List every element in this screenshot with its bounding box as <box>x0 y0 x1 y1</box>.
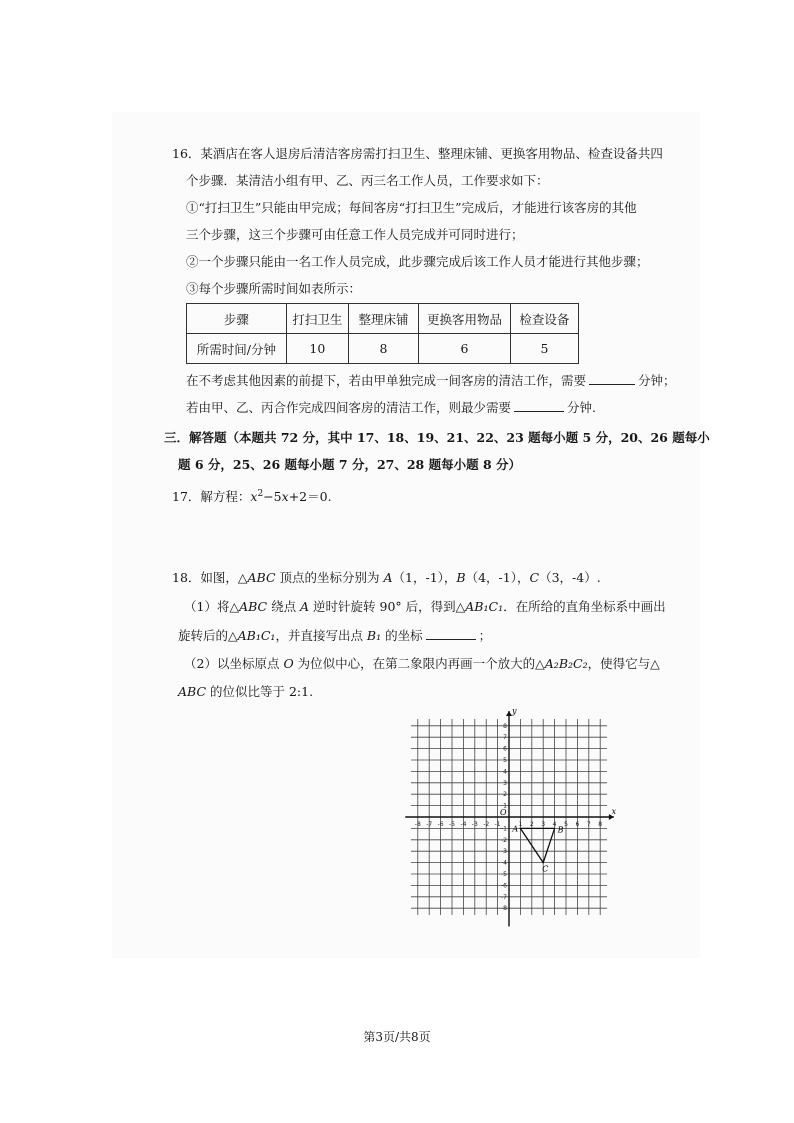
q18-var: ABC <box>239 599 268 614</box>
q16-ask-2-text: 若由甲、乙、丙合作完成四间客房的清洁工作，则最少需要 <box>186 400 512 415</box>
table-cell: 10 <box>286 334 348 364</box>
y-tick-label: -5 <box>501 871 507 878</box>
q17-term: +2＝0. <box>288 489 332 505</box>
q18-text: ，并直接写出点 <box>275 628 367 643</box>
table-cell: 步骤 <box>187 304 287 334</box>
q18-var: AB₁C₁ <box>237 628 276 643</box>
q17-exponent: 2 <box>257 489 264 499</box>
q18-var: O <box>283 656 294 671</box>
y-tick-label: 4 <box>503 768 507 776</box>
table-cell: 所需时间/分钟 <box>187 334 287 364</box>
q17-term: −5 <box>263 489 282 505</box>
y-tick-label: 2 <box>503 791 507 799</box>
x-tick-label: 8 <box>598 821 603 828</box>
q16-line-5: ②一个步骤只能由一名工作人员完成，此步骤完成后该工作人员才能进行其他步骤； <box>186 254 649 269</box>
q16-ask-2 <box>186 399 596 416</box>
y-tick-label: 7 <box>503 734 507 742</box>
x-tick-label: 4 <box>552 821 557 828</box>
x-tick-label: 7 <box>586 821 591 828</box>
table-cell: 6 <box>419 334 511 364</box>
x-tick-label: -5 <box>449 821 455 828</box>
y-tick-label: -8 <box>501 905 507 913</box>
x-tick-label: -6 <box>437 821 444 828</box>
answer-blank[interactable] <box>589 372 635 385</box>
q18-line-5 <box>178 684 313 700</box>
q16-ask-1 <box>186 372 676 389</box>
y-tick-label: 8 <box>503 722 507 730</box>
q16-line-1: 16．某酒店在客人退房后清洁客房需打扫卫生、整理床铺、更换客用物品、检查设备共四 <box>172 146 663 161</box>
q18-text: 旋转后的△ <box>178 628 238 643</box>
q18-var: A <box>300 599 310 614</box>
table-cell: 打扫卫生 <box>286 304 348 334</box>
q16-ask-1-unit: 分钟； <box>638 373 676 388</box>
answer-blank[interactable] <box>426 627 476 640</box>
q18-var: C <box>529 570 540 585</box>
q17-equation <box>172 486 332 505</box>
q16-line-6: ③每个步骤所需时间如表所示： <box>186 281 362 296</box>
y-tick-label: -6 <box>501 882 507 890</box>
q18-line-1 <box>172 570 601 586</box>
x-tick-label: -8 <box>414 821 421 828</box>
x-tick-label: -4 <box>460 821 467 828</box>
answer-blank[interactable] <box>514 399 564 412</box>
point-label-c: C <box>542 864 549 874</box>
x-tick-label: 6 <box>575 821 580 828</box>
q17-var: x <box>250 489 258 505</box>
y-tick-label: -2 <box>501 836 507 844</box>
q18-line-3 <box>178 627 491 644</box>
y-axis-label: y <box>512 706 517 716</box>
x-tick-label: 1 <box>518 821 523 828</box>
table-cell: 8 <box>348 334 418 364</box>
q18-var: ABC <box>247 570 276 585</box>
q16-line-4: 三个步骤，这三个步骤可由任意工作人员完成并可同时进行； <box>186 227 524 242</box>
y-tick-label: 1 <box>503 802 507 810</box>
y-tick-label: 3 <box>503 779 507 787</box>
q18-text: （1）将△ <box>184 599 240 614</box>
point-label-b: B <box>557 825 564 835</box>
table-cell: 更换客用物品 <box>419 304 511 334</box>
q18-var: ABC <box>178 684 207 699</box>
table-cell: 检查设备 <box>510 304 578 334</box>
q16-ask-1-text: 在不考虑其他因素的前提下，若由甲单独完成一间客房的清洁工作，需要 <box>186 373 587 388</box>
point-label-a: A <box>512 824 519 834</box>
q18-text: （2）以坐标原点 <box>184 656 284 671</box>
q18-text: 顶点的坐标分别为 <box>275 570 384 585</box>
x-tick-label: 2 <box>529 821 534 828</box>
q18-var: B₁ <box>366 628 382 643</box>
y-tick-label: -3 <box>501 848 507 856</box>
q18-text: （4，-1）， <box>465 570 530 585</box>
q18-var: AB₁C₁ <box>465 599 504 614</box>
section-3-heading-line-1: 三．解答题（本题共 72 分，其中 17、18、19、21、22、23 题每小题 5 分，20、26 题每小 <box>164 430 710 445</box>
q18-text: 绕点 <box>267 599 301 614</box>
q18-line-4 <box>184 656 660 672</box>
x-axis-label: x <box>611 807 617 816</box>
x-tick-label: -1 <box>494 821 501 828</box>
coordinate-grid[interactable] <box>403 705 615 930</box>
q18-text: ； <box>478 628 492 643</box>
table-header-row <box>187 304 579 334</box>
q18-var: A <box>383 570 393 585</box>
x-tick-label: -2 <box>483 821 490 828</box>
q16-ask-2-unit: 分钟. <box>567 400 596 415</box>
q18-var: B <box>456 570 466 585</box>
table-row <box>187 334 579 364</box>
section-3-heading-line-2: 题 6 分，25、26 题每小题 7 分，27、28 题每小题 8 分） <box>178 457 521 472</box>
page-footer: 第3页/共8页 <box>363 1030 431 1044</box>
q17-var: x <box>281 489 289 505</box>
origin-label: O <box>500 808 507 817</box>
y-tick-label: 6 <box>503 745 507 753</box>
y-tick-label: -1 <box>501 825 507 833</box>
x-tick-label: 5 <box>564 821 568 828</box>
x-tick-label: -3 <box>471 821 478 828</box>
y-tick-label: 5 <box>503 757 507 764</box>
q18-text: 18．如图，△ <box>172 570 248 585</box>
q18-text: ，使得它与△ <box>587 656 660 671</box>
triangle-abc <box>520 828 554 862</box>
q18-text: 的位似比等于 2:1. <box>206 684 314 699</box>
q18-text: 逆时针旋转 90° 后，得到△ <box>309 599 466 614</box>
q18-text: （3，-4）. <box>539 570 601 585</box>
q18-text: 的坐标 <box>381 628 423 643</box>
q18-text: 为位似中心，在第二象限内再画一个放大的△ <box>293 656 545 671</box>
q16-line-2: 个步骤．某清洁小组有甲、乙、丙三名工作人员，工作要求如下： <box>186 173 549 188</box>
y-tick-label: -7 <box>501 893 507 901</box>
steps-time-table <box>186 303 579 364</box>
q18-text: （1，-1）， <box>392 570 457 585</box>
q16-line-3: ①“打扫卫生”只能由甲完成；每间客房“打扫卫生”完成后，才能进行该客房的其他 <box>186 200 637 215</box>
x-tick-label: 3 <box>541 821 546 828</box>
q18-text: ．在所给的直角坐标系中画出 <box>503 599 666 614</box>
y-tick-label: -4 <box>501 859 507 867</box>
table-cell: 5 <box>510 334 578 364</box>
q18-var: A₂B₂C₂ <box>544 656 588 671</box>
x-tick-label: -7 <box>426 821 433 828</box>
table-cell: 整理床铺 <box>348 304 418 334</box>
q18-line-2 <box>184 599 666 615</box>
q17-prefix: 17．解方程： <box>172 489 251 505</box>
